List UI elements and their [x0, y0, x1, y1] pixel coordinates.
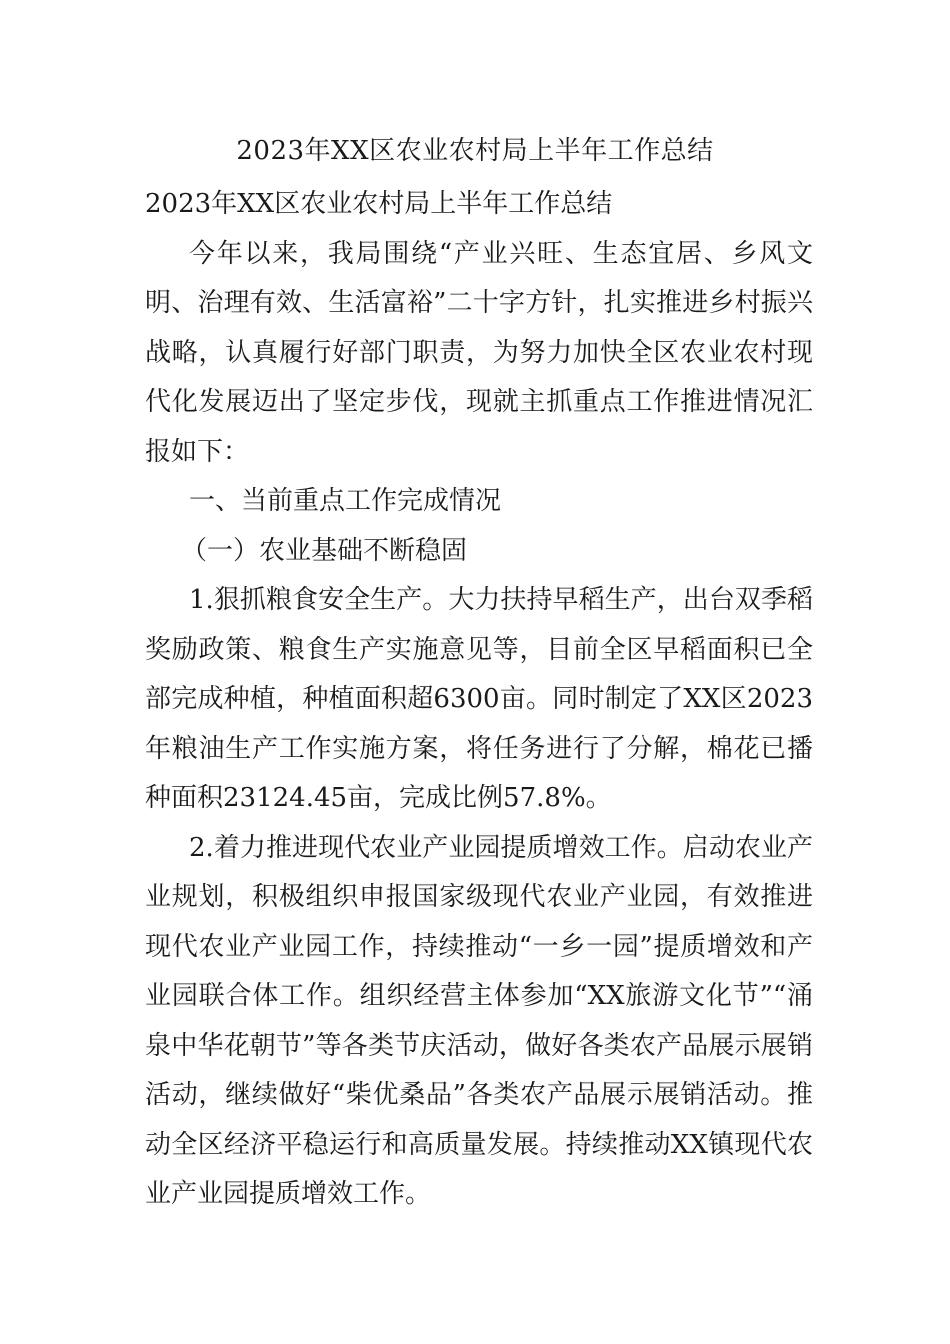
section-heading: 一、当前重点工作完成情况	[189, 486, 502, 516]
subsection-heading: （一）农业基础不断稳固	[181, 535, 468, 566]
item-paragraph-2: 2.着力推进现代农业产业园提质增效工作。启动农业产业规划，积极组织申报国家级现代农业产业园，有效推进现代农业产业园工作，持续推动“一乡一园”提质增效和产业园联合体工作。组织经营主体参加“XX旅游文化节”“涌泉中华花朝节”等各类节庆活动，做好各类农产品展示展销活动，继续做好“柴优桑品”各类农产品展示展销活动。推动全区经济平稳运行和高质量发展。持续推动XX镇现代农业产业园提质增效工作。	[145, 832, 813, 1209]
intro-paragraph: 今年以来，我局围绕“产业兴旺、生态宜居、乡风文明、治理有效、生活富裕”二十字方针，扎实推进乡村振兴战略，认真履行好部门职责，为努力加快全区农业农村现代化发展迈出了坚定步伐，现就主抓重点工作推进情况汇报如下：	[145, 238, 813, 467]
item-paragraph-1: 1.狠抓粮食安全生产。大力扶持早稻生产，出台双季稻奖励政策、粮食生产实施意见等，目前全区早稻面积已全部完成种植，种植面积超6300亩。同时制定了XX区2023年粮油生产工作实施方案，将任务进行了分解，棉花已播种面积23124.45亩，完成比例57.8%。	[145, 585, 813, 813]
document-body	[145, 180, 813, 1220]
document-subtitle: 2023年XX区农业农村局上半年工作总结	[145, 189, 613, 219]
document-title: 2023年XX区农业农村局上半年工作总结	[236, 136, 714, 166]
